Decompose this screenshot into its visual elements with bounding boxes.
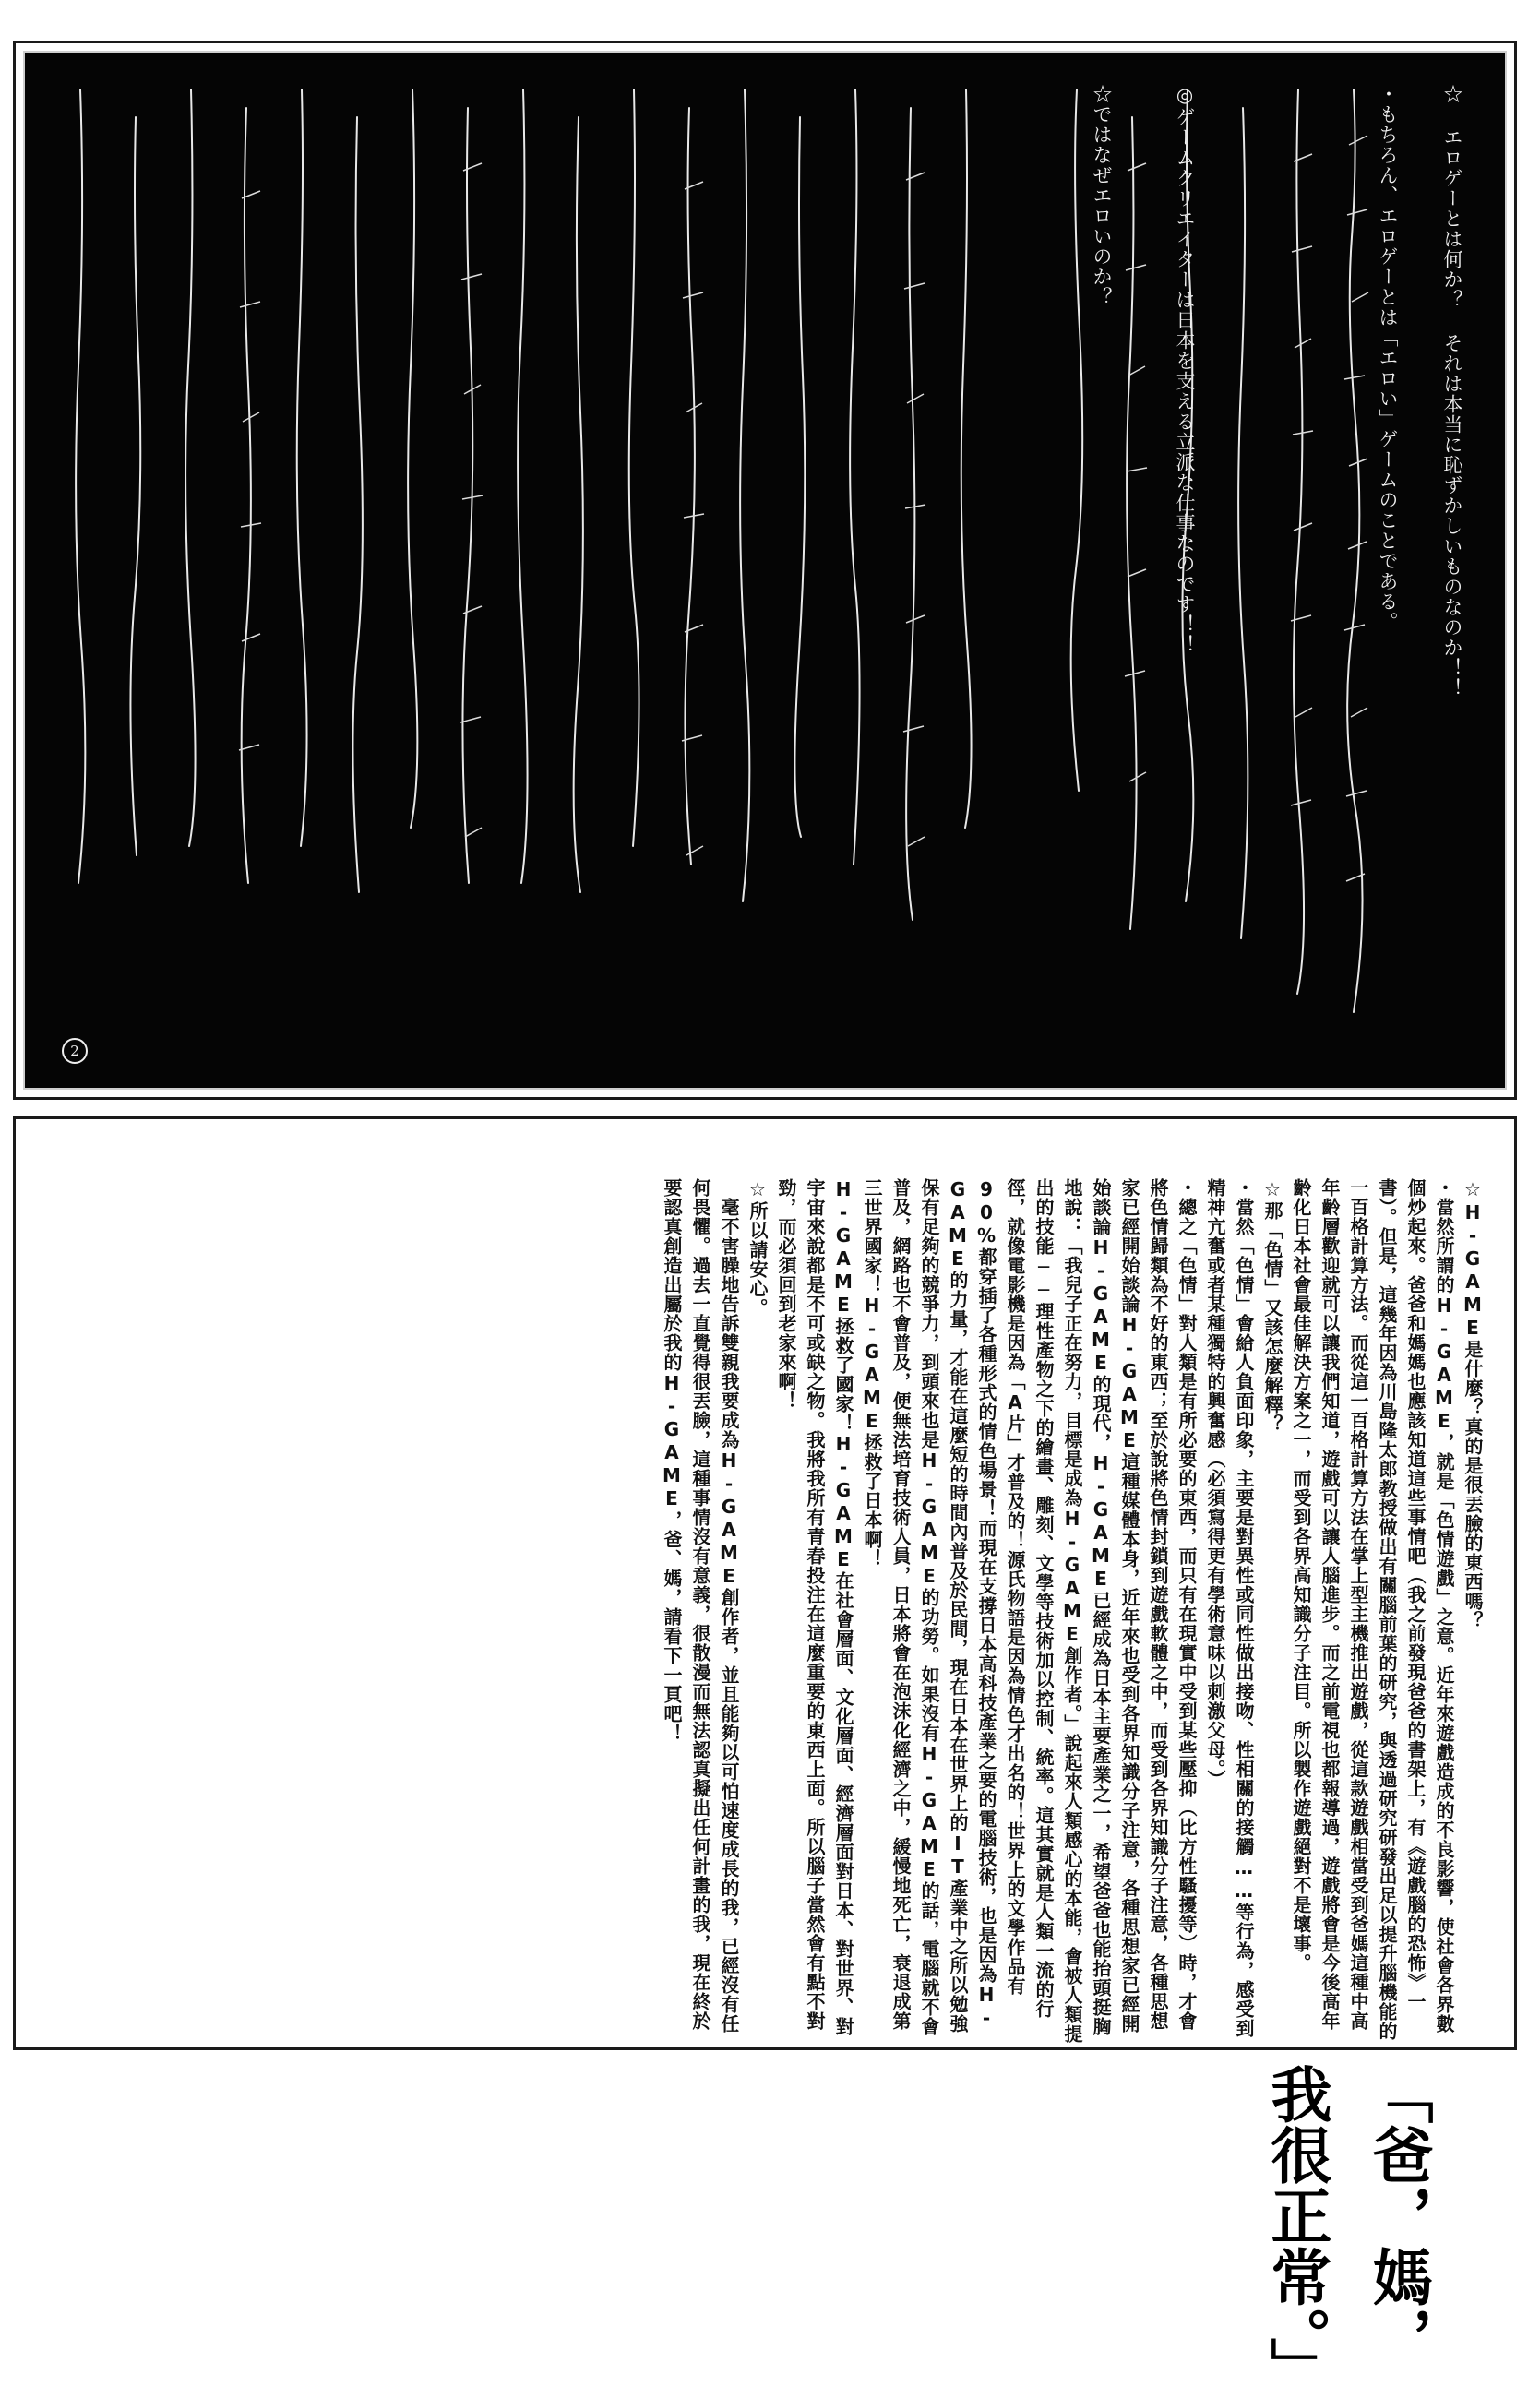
article-paragraph: ・當然「色情」會給人負面印象，主要是對異性或同性做出接吻、性相關的接觸……等行為，感受到精神亢奮或者某種獨特的興奮感（必須寫得更有學術意味以刺激父母。） bbox=[1204, 1178, 1255, 2038]
handwriting-scribble bbox=[25, 53, 1501, 1086]
handwritten-note-panel bbox=[13, 41, 1517, 1100]
handwritten-column: ◎ゲームクリエイターは日本を支える立派な仕事なのです！！ bbox=[1174, 84, 1196, 655]
article-paragraph: ☆那「色情」又該怎麼解釋？ bbox=[1261, 1178, 1283, 1434]
page-number-circle: 2 bbox=[62, 1038, 88, 1064]
article-panel bbox=[13, 1116, 1517, 2050]
article-paragraph: 毫不害臊地告訴雙親我要成為H-GAME創作者，並且能夠以可怕速度成長的我，已經沒有任何畏懼。過去一直覺得很丟臉，這種事情沒有意義，很散漫而無法認真擬出任何計畫的我，現在終於要認真創造出屬於我的H-GAME，爸、媽，請看下一頁吧！ bbox=[661, 1178, 740, 2034]
article-paragraph: ☆所以請安心。 bbox=[746, 1178, 769, 1318]
article-body bbox=[657, 1178, 1486, 2046]
handwritten-column: ☆ではなぜエロいのか？ bbox=[1091, 84, 1113, 307]
handwritten-column: ☆ エロゲーとは何か？ それは本当に恥ずかしいものなのか！！ bbox=[1441, 84, 1463, 698]
article-paragraph: ・總之「色情」對人類是有所必要的東西，而只有在現實中受到某些壓抑（比方性騷擾等）時，才會將色情歸類為不好的東西；至於說將色情封鎖到遊戲軟體之中，而受到各界知識分子注意，各種思想家已經開始談論H-GAME這種媒體本身，近年來也受到各界知識分子注意，各種思想家已經開始談論H-GAME的現代，H-GAME已經成為日本主要產業之一，希望爸爸也能抬頭挺胸地說：「我兒子正在努力，目標是成為H-GAME創作者。」說起來人類感心的本能，會被人類提出的技能──理性產物之下的繪畫、雕刻、文學等技術加以控制、統率。這其實就是人類一流的行徑，就像電影機是因為「A片」才普及的！源氏物語是因為情色才出名的！世界上的文學作品有90%都穿插了各種形式的情色場景！而現在支撐日本高科技產業之要的電腦技術，也是因為H-GAME的力量，才能在這麼短的時間內普及於民間，現在日本在世界上的IT產業中之所以勉強保有足夠的競爭力，到頭來也是H-GAME的功勞。如果沒有H-GAME的話，電腦就不會普及，網路也不會普及，便無法培育技術人員，日本將會在泡沫化經濟之中，緩慢地死亡，衰退成第三世界國家！H-GAME拯救了日本啊！ bbox=[861, 1178, 1198, 2044]
handwritten-column: ・もちろん、エロゲーとは「エロい」ゲームのことである。 bbox=[1377, 84, 1399, 632]
article-paragraph: H-GAME拯救了國家！H-GAME在社會層面、文化層面、經濟層面對日本、對世界、對宇宙來說都是不可或缺之物。我將我所有青春投注在這麼重要的東西上面。所以腦子當然會有點不對勁，而必須回到老家來啊！ bbox=[775, 1178, 854, 2036]
chalkboard bbox=[23, 51, 1507, 1090]
title-line-1: 「爸，媽， bbox=[1362, 2063, 1433, 2368]
article-paragraph: ☆H-GAME是什麼？真的是很丟臉的東西嗎？ bbox=[1462, 1178, 1484, 1630]
article-paragraph: ・當然所謂的H-GAME，就是「色情遊戲」之意。近年來遊戲造成的不良影響，使社會各界數個炒起來。爸爸和媽媽也應該知道這些事情吧（我之前發現爸爸的書架上，有《遊戲腦的恐怖》一書）。但是，這幾年因為川島隆太郎教授做出有關腦前葉的研究，與透過研究研發出足以提升腦機能的一百格計算方法。而從這一百格計算方法在掌上型主機推出遊戲，從這款遊戲相當受到爸媽這種中高年齡層歡迎就可以讓我們知道，遊戲可以讓人腦進步。而之前電視也都報導過，遊戲將會是今後高年齡化日本社會最佳解決方案之一，而受到各界高知識分子注目。所以製作遊戲絕對不是壞事。 bbox=[1290, 1178, 1455, 2041]
page-title bbox=[585, 2063, 1471, 2398]
title-line-2: 我很正常。」 bbox=[1260, 2063, 1331, 2398]
